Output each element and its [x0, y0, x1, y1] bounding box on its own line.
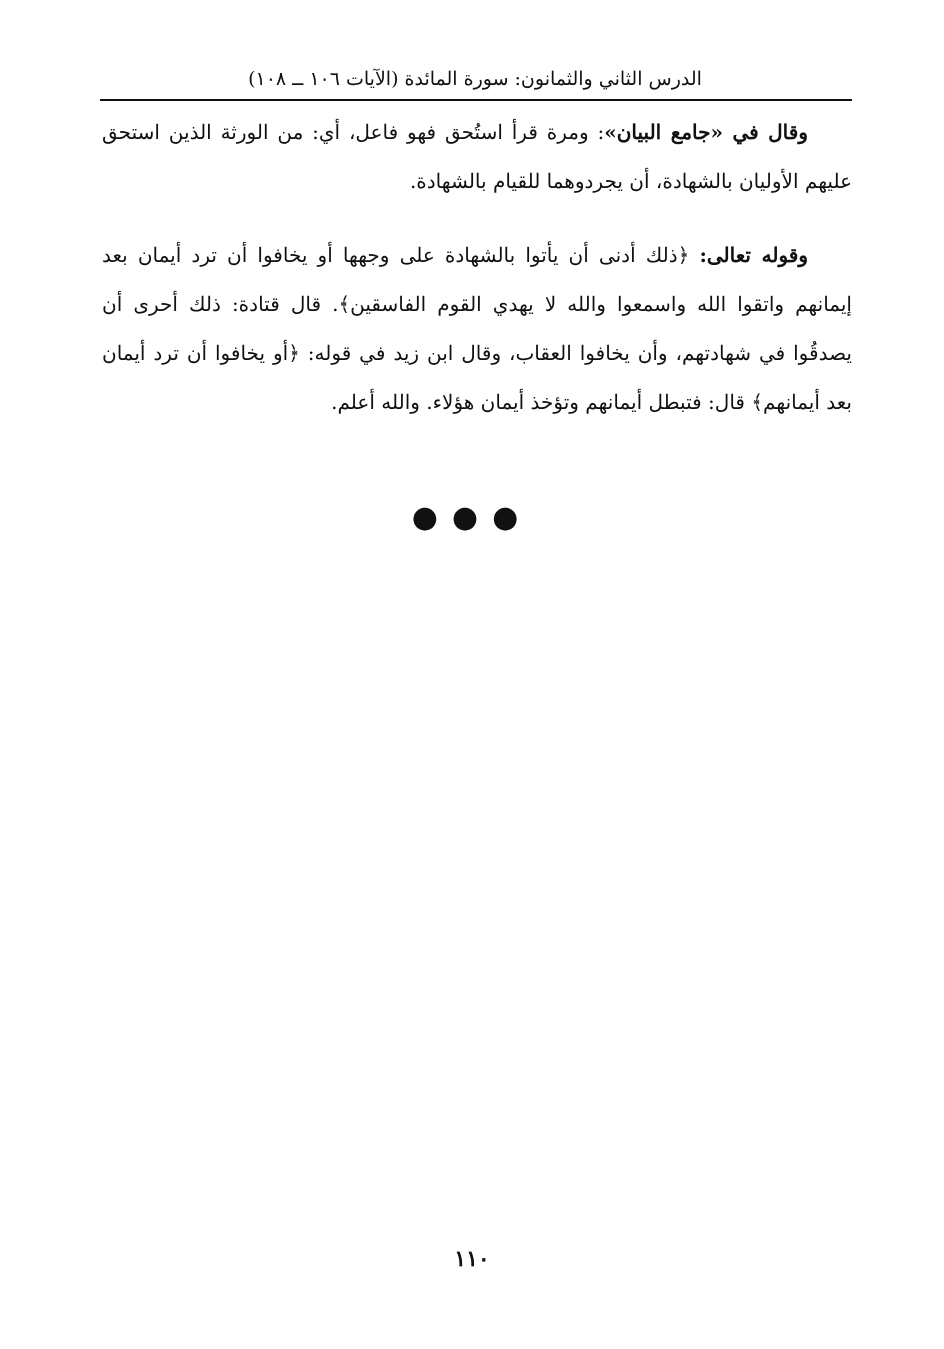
body-text	[102, 108, 852, 427]
page-number: ١١٠	[454, 1246, 490, 1272]
paragraph-1-text: : ومرة قرأ استُحق فهو فاعل، أي: من الورثة الذين استحق عليهم الأوليان بالشهادة، أن يجردوهما للقيام بالشهادة.	[102, 120, 852, 193]
paragraph-1	[102, 108, 852, 206]
paragraph-2-lead: وقوله تعالى:	[699, 243, 809, 267]
paragraph-1-lead: وقال في «جامع البيان»	[604, 120, 808, 144]
header-rule	[100, 99, 852, 101]
running-header: الدرس الثاني والثمانون: سورة المائدة (الآيات ١٠٦ ــ ١٠٨)	[248, 68, 702, 90]
paragraph-2-text: ﴿ذلك أدنى أن يأتوا بالشهادة على وجهها أو يخافوا أن ترد أيمان بعد إيمانهم واتقوا الله واسمعوا والله لا يهدي القوم الفاسقين﴾. قال قتادة: ذلك أحرى أن يصدقُوا في شهادتهم، وأن يخافوا العقاب، وقال ابن زيد في قوله: ﴿أو يخافوا أن ترد أيمان بعد أيمانهم﴾ قال: فتبطل أيمانهم وتؤخذ أيمان هؤلاء. والله أعلم.	[102, 243, 852, 414]
section-divider-dots: ●●●	[411, 500, 533, 535]
paragraph-2	[102, 231, 852, 427]
